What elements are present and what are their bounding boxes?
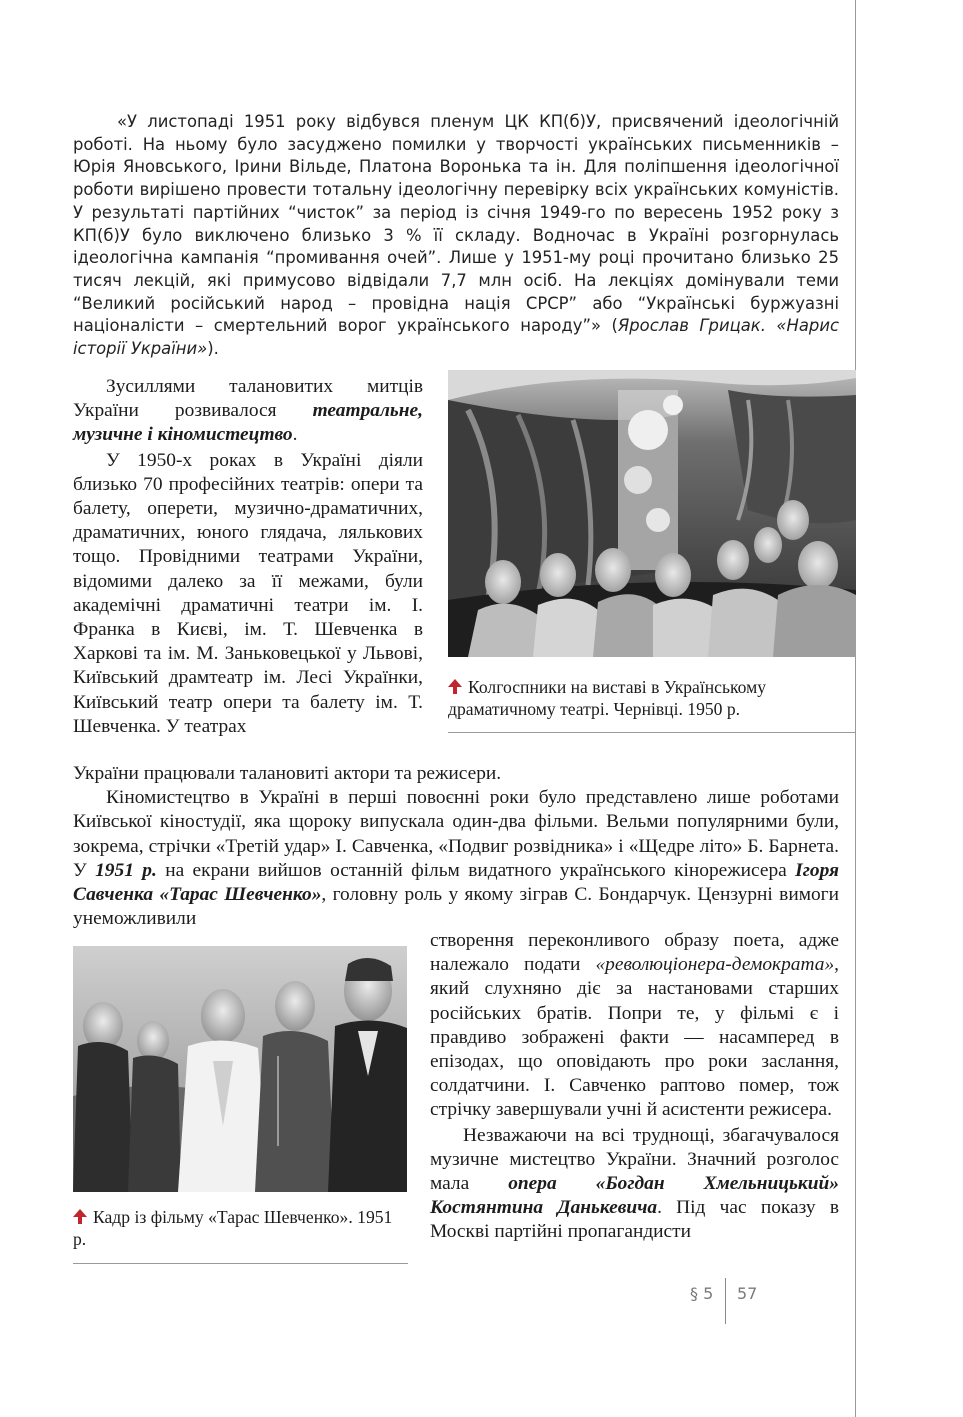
caption-film-text: Кадр із фільму «Тарас Шевченко». 1951 р. — [73, 1207, 393, 1249]
quote-block — [73, 111, 839, 361]
paragraph-cinema-cont — [430, 929, 839, 1123]
p3-text-c: на екрани вийшов останній фільм видатного українського кінорежисера — [156, 859, 796, 881]
caption-theatre-text: Колгоспники на виставі в Українському драматичному театрі. Чернівці. 1950 р. — [448, 677, 767, 719]
p3-term: «революціонера-демократа» — [595, 954, 835, 976]
arrow-up-icon — [73, 1209, 87, 1224]
quote-text: «У листопаді 1951 року відбувся пленум ЦК КП(б)У, присвячений ідеологічній роботі. На ньому було засуджено помилки у творчості українських письменників – Юрія Яновського, Ірини Вільде, Платона Воронька та ін. Для поліпшення ідеологічної роботи вирішено провести тотальну ідеологічну перевірку всіх українських комуністів. У результаті партійних “чисток” за період із січня 1949-го по вересень 1952 року з КП(б)У було виключено близько 3 % її складу. Водночас в Україні розгорнулась ідеологічна кампанія “промивання очей”. Лише у 1951-му році прочитано близько 25 тисяч лекцій, які примусово відвідали 7,7 млн осіб. На лекціях домінували теми “Великий російський народ – провідна нація СРСР” або “Українські буржуазні націоналісти – смертельний ворог українського народу”» ( — [73, 112, 839, 336]
arrow-up-icon — [448, 679, 462, 694]
p2-text: У 1950-х роках в Україні діяли близько 70 професійних театрів: опери та балету, оперети, музично-драматичних, драматичних, юного глядача, лялькових тощо. Провідними театрами України, відомими далеко за її межами, були академічні драматичні театри ім. І. Франка в Києві, ім. Т. Шевченка в Харкові та ім. М. Заньковецької у Львові, Київський драмтеатр ім. Лесі Українки, Київський театр опери та балету ім. Т. Шевченка. У театрах — [73, 449, 423, 737]
theatre-photo-illustration — [448, 370, 856, 657]
footer-divider — [725, 1278, 726, 1324]
p4-text-c: . Під час показу в Москві партійні пропагандисти — [430, 1197, 839, 1243]
page-number: 57 — [737, 1284, 758, 1303]
caption-divider — [448, 732, 856, 733]
p3-text-e: , головну роль у якому зіграв С. Бондарчук. Цензурні вимоги унеможливили — [73, 884, 839, 930]
p3-year: 1951 р. — [95, 859, 157, 881]
photo-caption-theatre — [448, 676, 848, 720]
p2-end-text: України працювали талановиті актори та режисери. — [73, 763, 502, 784]
paragraph-theatres-end — [73, 762, 839, 786]
film-still-photo — [73, 946, 407, 1192]
p3-text-a: Кіномистецтво в Україні в перші повоєнні роки було представлено лише роботами Київської кіностудії, яка щороку випускала один-два фільми. Вельми популярними були, зокрема, стрічки «Третій удар» І. Савченка, «Подвиг розвідника» і «Щедре літо» Б. Барнета. У — [73, 787, 839, 881]
caption-divider — [73, 1263, 408, 1264]
theatre-audience-photo — [448, 370, 856, 657]
p4-opera: опера «Богдан Хмельницький» Костянтина Данькевича — [430, 1173, 840, 1219]
quote-end: ). — [207, 339, 219, 359]
quote-source: Ярослав Грицак. «Нарис історії України» — [73, 316, 839, 359]
page-edge-rule — [855, 0, 856, 1417]
paragraph-music — [430, 1124, 839, 1245]
section-number: § 5 — [690, 1284, 714, 1303]
paragraph-arts-intro — [73, 375, 423, 448]
p1-emphasis: театральне, музичне і кіномистецтво — [73, 400, 423, 446]
p1-end: . — [292, 424, 298, 446]
text-column-right — [430, 929, 839, 1245]
text-full-width — [73, 762, 839, 931]
p3-film: Ігоря Савченка «Тарас Шевченко» — [73, 859, 839, 906]
photo-caption-film — [73, 1206, 403, 1250]
film-still-illustration — [73, 946, 407, 1192]
p4-text-a: Незважаючи на всі труднощі, збагачувалося музичне мистецтво України. Значний розголос мала — [430, 1124, 839, 1195]
quote-paragraph — [73, 111, 839, 361]
p1-text: Зусиллями талановитих митців України розвивалося — [73, 376, 423, 422]
paragraph-cinema — [73, 786, 839, 931]
paragraph-theatres — [73, 449, 423, 739]
text-column-left — [73, 375, 423, 739]
p3-text-h: , який слухняно діє за настановами старших російських братів. Попри те, у фільмі є і правдиво зображені факти — насамперед в епізодах, що оповідають про роки заслання, солдатчини. І. Савченко раптово помер, тож стрічку завершували учні й асистенти режисера. — [430, 954, 839, 1121]
p3-text-f: створення переконливого образу поета, адже належало подати — [430, 930, 839, 976]
